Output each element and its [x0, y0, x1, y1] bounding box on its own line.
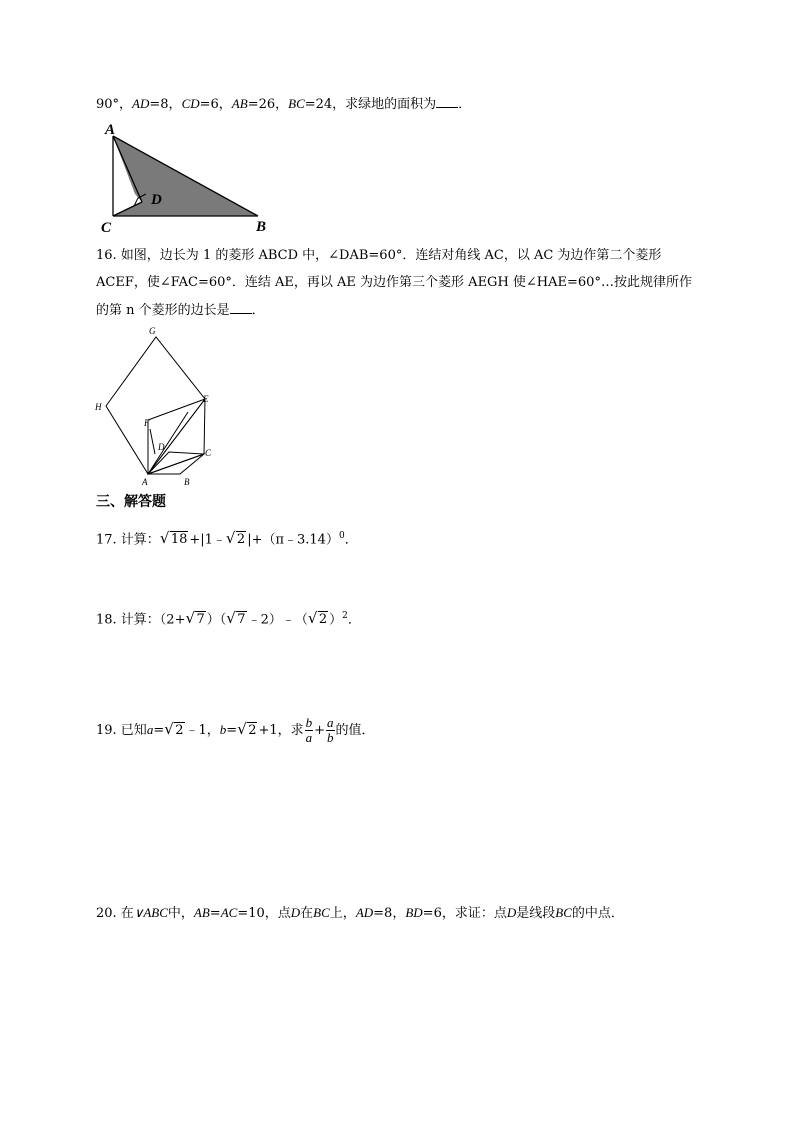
q20-t7: 是线段 — [516, 906, 556, 921]
line-f-d — [150, 429, 155, 454]
q20-bc2: BC — [555, 905, 572, 920]
q17-mid1: +|1﹣ — [189, 532, 226, 548]
q15-bc-val: =24，求绿地的面积为 — [304, 97, 437, 112]
q17-sqrt-2: √ 2 — [225, 529, 246, 548]
q19-eq1: = — [153, 723, 165, 738]
q16-line2: ACEF，使∠FAC=60°．连结 AE，再以 AE 为边作第三个菱形 AEGH 使∠HAE=60°…按此规律所作 — [96, 275, 692, 290]
q15-ad: AD — [132, 96, 150, 111]
q15-ab: AB — [231, 96, 248, 111]
line-a-d-e — [148, 412, 188, 474]
label-a: A — [142, 477, 148, 487]
q15-ab-val: =26， — [247, 97, 289, 112]
q19-mid2: +1，求 — [258, 723, 304, 738]
q19-fraction-a-over-b: $\frac{a}{b}$ — [327, 715, 334, 745]
q20-eq1: = — [209, 906, 221, 921]
label-b: B — [184, 477, 190, 487]
q20-ab: AB — [193, 905, 210, 920]
q19-fraction-b-over-a: $\frac{b}{a}$ — [305, 715, 313, 745]
q15-bc: BC — [288, 96, 305, 111]
q19-end: 的值． — [335, 723, 375, 738]
q18-end: ． — [347, 612, 361, 628]
q19-text — [96, 715, 375, 746]
q20-t6: =6，求证：点 — [422, 906, 507, 921]
q20-text — [96, 904, 624, 923]
q19-sqrt-2b: √ 2 — [237, 720, 257, 738]
q20-d2: D — [506, 905, 517, 920]
q18-sqrt-7b: √ 7 — [226, 609, 246, 628]
q15-figure — [98, 118, 278, 236]
q18-mid2: ﹣2）﹣（ — [247, 612, 308, 628]
q17-end: ． — [344, 532, 358, 548]
q17-exponent: 0 — [338, 531, 345, 541]
q20-prefix: 20. 在 — [96, 906, 134, 921]
q15-cd-val: =6， — [199, 97, 232, 112]
q17-mid2: |+（π﹣3.14） — [247, 532, 339, 548]
label-e: E — [203, 394, 209, 404]
q18-sqrt-2: √ 2 — [307, 609, 328, 628]
q15-ad-val: =8， — [149, 97, 182, 112]
q15-cd: CD — [181, 96, 200, 111]
q19-var-b: b — [219, 722, 227, 737]
q16-line3 — [96, 301, 265, 320]
q20-t8: 的中点． — [571, 906, 624, 921]
label-b: B — [256, 219, 267, 235]
label-h: H — [95, 402, 102, 412]
q19-eq2: = — [226, 723, 238, 738]
diag-ae — [148, 399, 205, 474]
q20-t2: =10，点 — [237, 906, 291, 921]
label-d: D — [151, 192, 162, 208]
q19-var-a: a — [146, 722, 154, 737]
q19-plus: + — [314, 723, 326, 738]
label-c: C — [101, 220, 112, 236]
q19-mid1: ﹣1， — [185, 723, 220, 738]
q18-mid1: ）（ — [206, 612, 227, 628]
q16-answer-blank — [230, 301, 252, 314]
q20-t5: =8， — [373, 906, 406, 921]
q15-text — [96, 95, 471, 114]
q20-triangle: ∨ABC — [133, 905, 168, 920]
q15-pre: 90°， — [96, 97, 133, 112]
q19-sqrt-2a: √ 2 — [164, 720, 184, 738]
q20-t1: 中， — [167, 906, 194, 921]
label-a: A — [105, 122, 116, 138]
q20-t3: 在 — [300, 906, 314, 921]
q16-line1: 16. 如图，边长为 1 的菱形 ABCD 中，∠DAB=60°．连结对角线 AC，以 AC 为边作第二个菱形 — [96, 248, 662, 263]
q20-bc1: BC — [313, 905, 330, 920]
label-d: D — [158, 442, 165, 452]
q17-text — [96, 527, 358, 549]
label-f: F — [144, 418, 150, 428]
q20-bd: BD — [405, 905, 423, 920]
q16-line3-text: 的第 n 个菱形的边长是 — [96, 303, 230, 318]
q16-line3-end: ． — [251, 303, 265, 318]
q17-prefix: 17. 计算： — [96, 532, 160, 548]
q18-sqrt-7a: √ 7 — [185, 609, 205, 628]
q20-t4: 上， — [329, 906, 356, 921]
q17-sqrt-18: √ 18 — [159, 529, 188, 548]
section-heading: 三、解答题 — [96, 494, 166, 510]
q18-mid3: ） — [329, 612, 343, 628]
q20-ac: AC — [220, 905, 238, 920]
label-g: G — [149, 326, 156, 336]
q19-prefix: 19. 已知 — [96, 723, 147, 738]
q20-d1: D — [290, 905, 301, 920]
q18-exponent: 2 — [342, 611, 348, 621]
q18-text — [96, 607, 361, 629]
q15-end: ． — [458, 97, 472, 112]
q20-ad: AD — [355, 905, 374, 920]
diag-ac — [148, 454, 204, 474]
q18-prefix: 18. 计算：（2+ — [96, 612, 186, 628]
q16-figure — [92, 322, 232, 490]
label-c: C — [205, 448, 212, 458]
q15-answer-blank — [436, 95, 458, 108]
